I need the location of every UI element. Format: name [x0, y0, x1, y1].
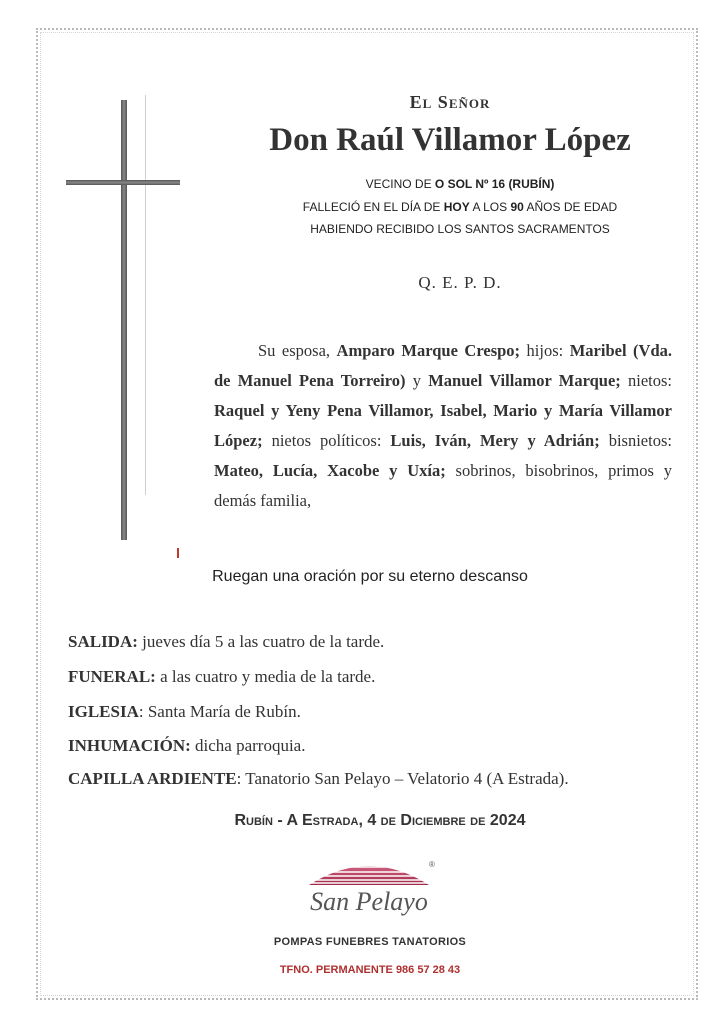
death-prefix: FALLECIÓ EN EL DÍA DE [302, 200, 444, 214]
honorific-label: El Señor [409, 92, 491, 112]
qepd-text: Q. E. P. D. [418, 273, 502, 292]
arrangement-label: FUNERAL: [68, 667, 156, 686]
sacraments-line: HABIENDO RECIBIDO LOS SANTOS SACRAMENTOS [310, 222, 610, 236]
arrangement-label: IGLESIA [68, 702, 139, 721]
residence-address: O SOL Nº 16 (RUBÍN) [434, 177, 555, 191]
family-son: Manuel Villamor Marque; [428, 371, 621, 390]
family-wife: Amparo Marque Crespo; [336, 341, 521, 360]
death-mid: A LOS [469, 200, 511, 214]
arrangement-text: a las cuatro y media de la tarde. [155, 667, 376, 686]
death-line [260, 200, 660, 214]
arrangement-text: : Tanatorio San Pelayo – Velatorio 4 (A Estrada). [236, 769, 569, 788]
family-daughter: Maribel (Vda. de Manuel Pena Torreiro) [214, 341, 672, 390]
logo-text: San Pelayo [310, 887, 428, 916]
arrangement-label: CAPILLA ARDIENTE [68, 769, 237, 788]
cross-crossbar [66, 180, 180, 185]
place-date: Rubín - A Estrada, 4 de Diciembre de 2024 [234, 812, 526, 829]
arrangement-text: jueves día 5 a las cuatro de la tarde. [137, 632, 385, 651]
arrangement-burial [68, 736, 688, 756]
residence-line [260, 177, 660, 191]
family-text-4: nietos: [620, 371, 672, 390]
family-text-2: hijos: [520, 341, 570, 360]
arrangement-departure [68, 632, 688, 652]
family-text-6: bisnietos: [599, 431, 672, 450]
family-text-5: nietos políticos: [262, 431, 391, 450]
death-suffix: AÑOS DE EDAD [523, 200, 618, 214]
arrangement-chapel [68, 769, 688, 789]
phone-number: TFNO. PERMANENTE 986 57 28 43 [279, 964, 461, 976]
prayer-request: Ruegan una oración por su eterno descanso [212, 568, 528, 585]
arrangement-church [68, 702, 688, 722]
family-grandchildren-inlaw: Luis, Iván, Mery y Adrián; [390, 431, 600, 450]
registered-mark: ® [429, 860, 435, 869]
family-great-grandchildren: Mateo, Lucía, Xacobe y Uxía; [214, 461, 446, 480]
family-text-7: sobrinos, bisobrinos, primos y demás familia, [214, 461, 673, 510]
arrangement-text: : Santa María de Rubín. [138, 702, 301, 721]
red-tick-mark [177, 548, 179, 558]
san-pelayo-logo [294, 855, 444, 930]
company-tagline: POMPAS FUNEBRES TANATORIOS [273, 936, 467, 948]
cross-guide-line [145, 95, 146, 495]
death-day: HOY [443, 200, 470, 214]
death-age: 90 [510, 200, 524, 214]
arrangement-text: dicha parroquia. [190, 736, 306, 755]
arrangement-label: SALIDA: [68, 632, 138, 651]
arrangement-funeral [68, 667, 688, 687]
family-grandchildren: Raquel y Yeny Pena Villamor, Isabel, Mario y María Villamor López; [214, 401, 672, 450]
arrangement-label: INHUMACIÓN: [68, 736, 191, 755]
deceased-name: Don Raúl Villamor López [269, 122, 631, 158]
family-text-1: Su esposa, [258, 341, 337, 360]
cross-icon [121, 100, 127, 540]
family-text-3: y [405, 371, 429, 390]
residence-prefix: VECINO DE [365, 177, 435, 191]
family-paragraph [214, 336, 672, 516]
